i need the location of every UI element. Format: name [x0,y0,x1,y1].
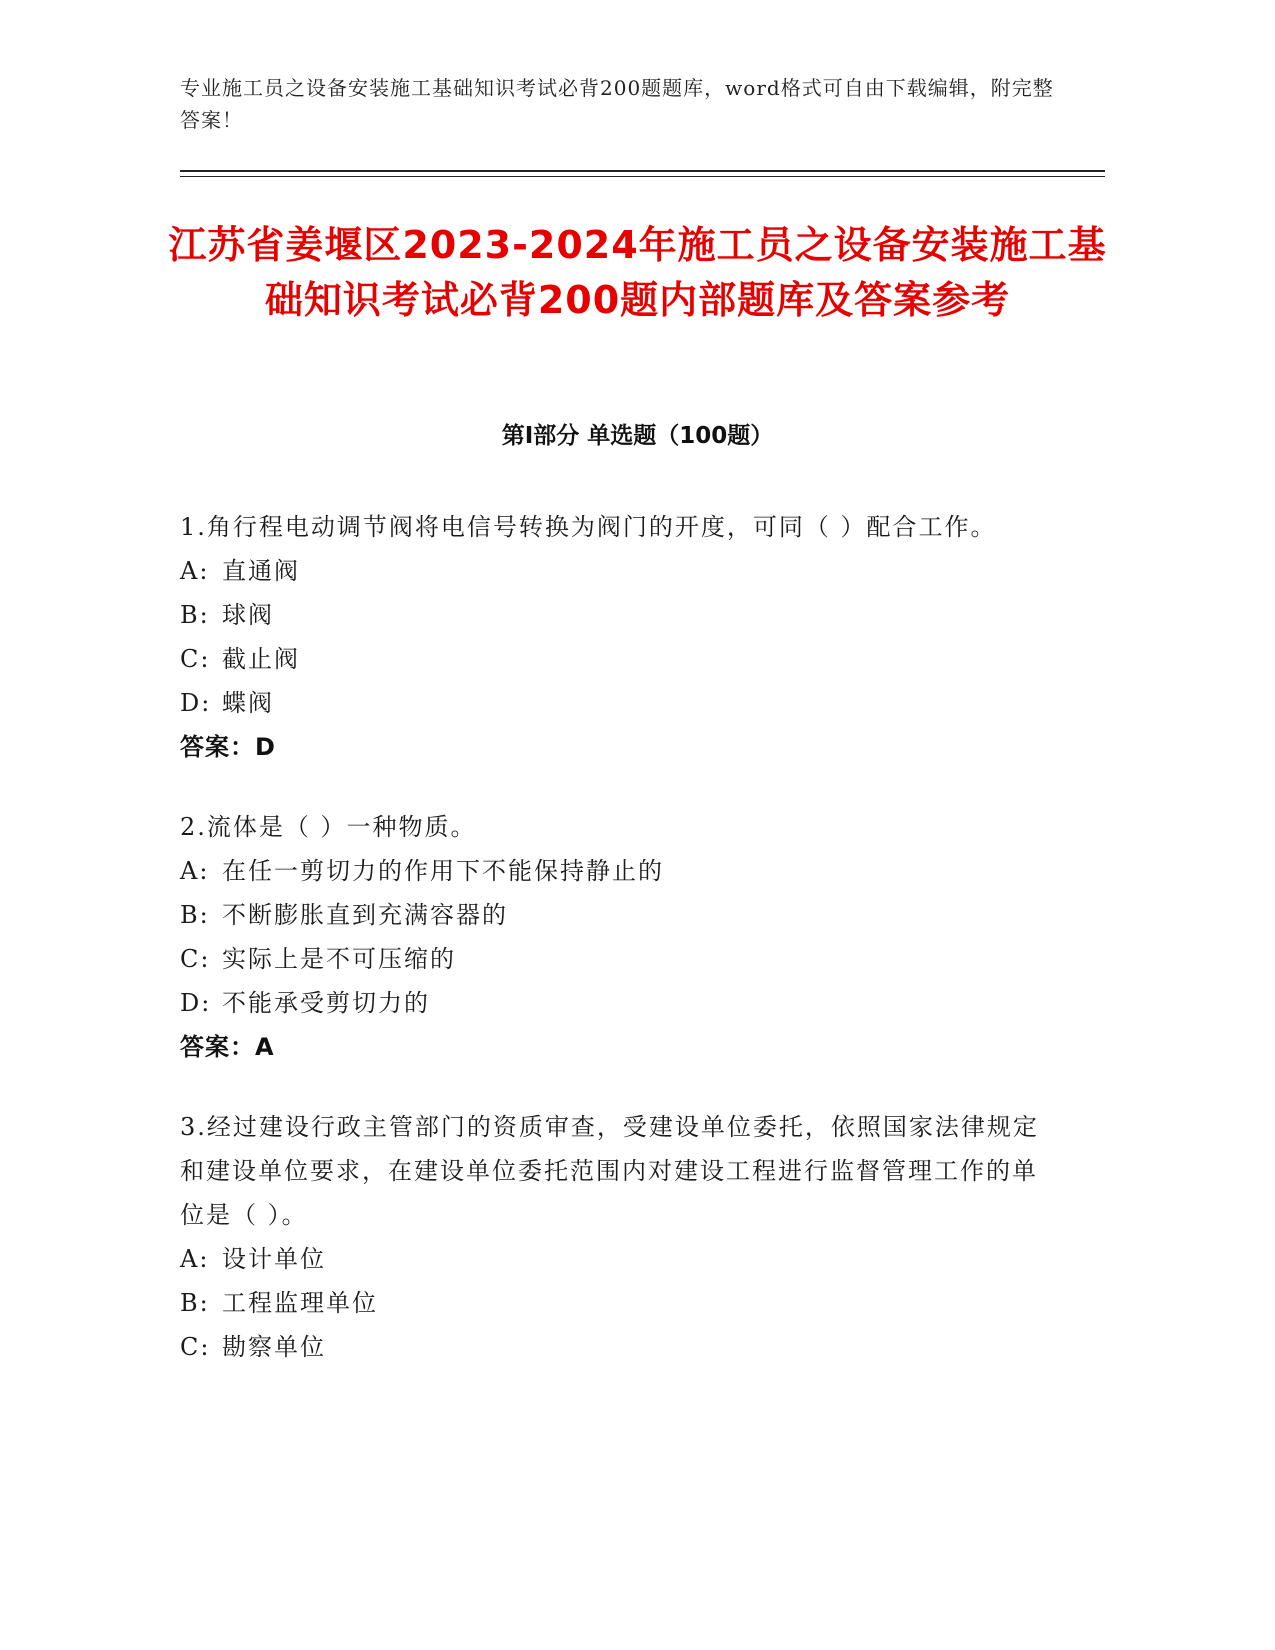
question-stem: 2.流体是（ ）一种物质。 [180,813,477,841]
option-text: 截止阀 [222,645,300,673]
option-text: 工程监理单位 [222,1289,378,1317]
question-option [180,1281,1040,1325]
question-option [180,893,1040,937]
question-option [180,593,1040,637]
answer-prefix: 答案： [180,733,255,761]
option-letter: D: [180,689,212,717]
question-option [180,549,1040,593]
question-list [180,505,1040,1405]
option-letter: C: [180,1333,211,1361]
question-option [180,937,1040,981]
option-text: 直通阀 [222,557,300,585]
header-note: 专业施工员之设备安装施工基础知识考试必背200题题库，word格式可自由下载编辑，附完整答案！ [180,76,1054,132]
question-option [180,849,1040,893]
question-item [180,1105,1040,1369]
header-divider-thin [180,176,1105,177]
question-item [180,805,1040,1069]
answer-prefix: 答案： [180,1033,255,1061]
option-letter: B: [180,901,210,929]
question-option [180,681,1040,725]
option-text: 在任一剪切力的作用下不能保持静止的 [222,857,664,885]
question-option [180,637,1040,681]
option-letter: C: [180,645,211,673]
answer-value: D [255,733,276,761]
option-letter: B: [180,1289,210,1317]
option-letter: A: [180,557,210,585]
question-stem: 1.角行程电动调节阀将电信号转换为阀门的开度，可同（ ）配合工作。 [180,513,997,541]
question-option [180,1237,1040,1281]
question-answer [180,1025,1040,1069]
section-heading: 第I部分 单选题（100题） [501,423,774,449]
option-letter: B: [180,601,210,629]
option-text: 蝶阀 [222,689,274,717]
option-text: 不能承受剪切力的 [222,989,430,1017]
option-text: 勘察单位 [222,1333,326,1361]
option-text: 球阀 [222,601,274,629]
option-text: 实际上是不可压缩的 [222,945,456,973]
answer-value: A [255,1033,275,1061]
option-text: 设计单位 [222,1245,326,1273]
question-stem: 3.经过建设行政主管部门的资质审查，受建设单位委托，依照国家法律规定和建设单位要求，在建设单位委托范围内对建设工程进行监督管理工作的单位是（ ）。 [180,1113,1039,1229]
option-letter: A: [180,1245,210,1273]
option-letter: D: [180,989,212,1017]
option-text: 不断膨胀直到充满容器的 [222,901,508,929]
document-title: 江苏省姜堰区2023-2024年施工员之设备安装施工基础知识考试必背200题内部题库及答案参考 [168,223,1107,322]
question-option [180,981,1040,1025]
header-divider [180,170,1105,172]
question-item [180,505,1040,769]
question-option [180,1325,1040,1369]
option-letter: C: [180,945,211,973]
question-answer [180,725,1040,769]
option-letter: A: [180,857,210,885]
